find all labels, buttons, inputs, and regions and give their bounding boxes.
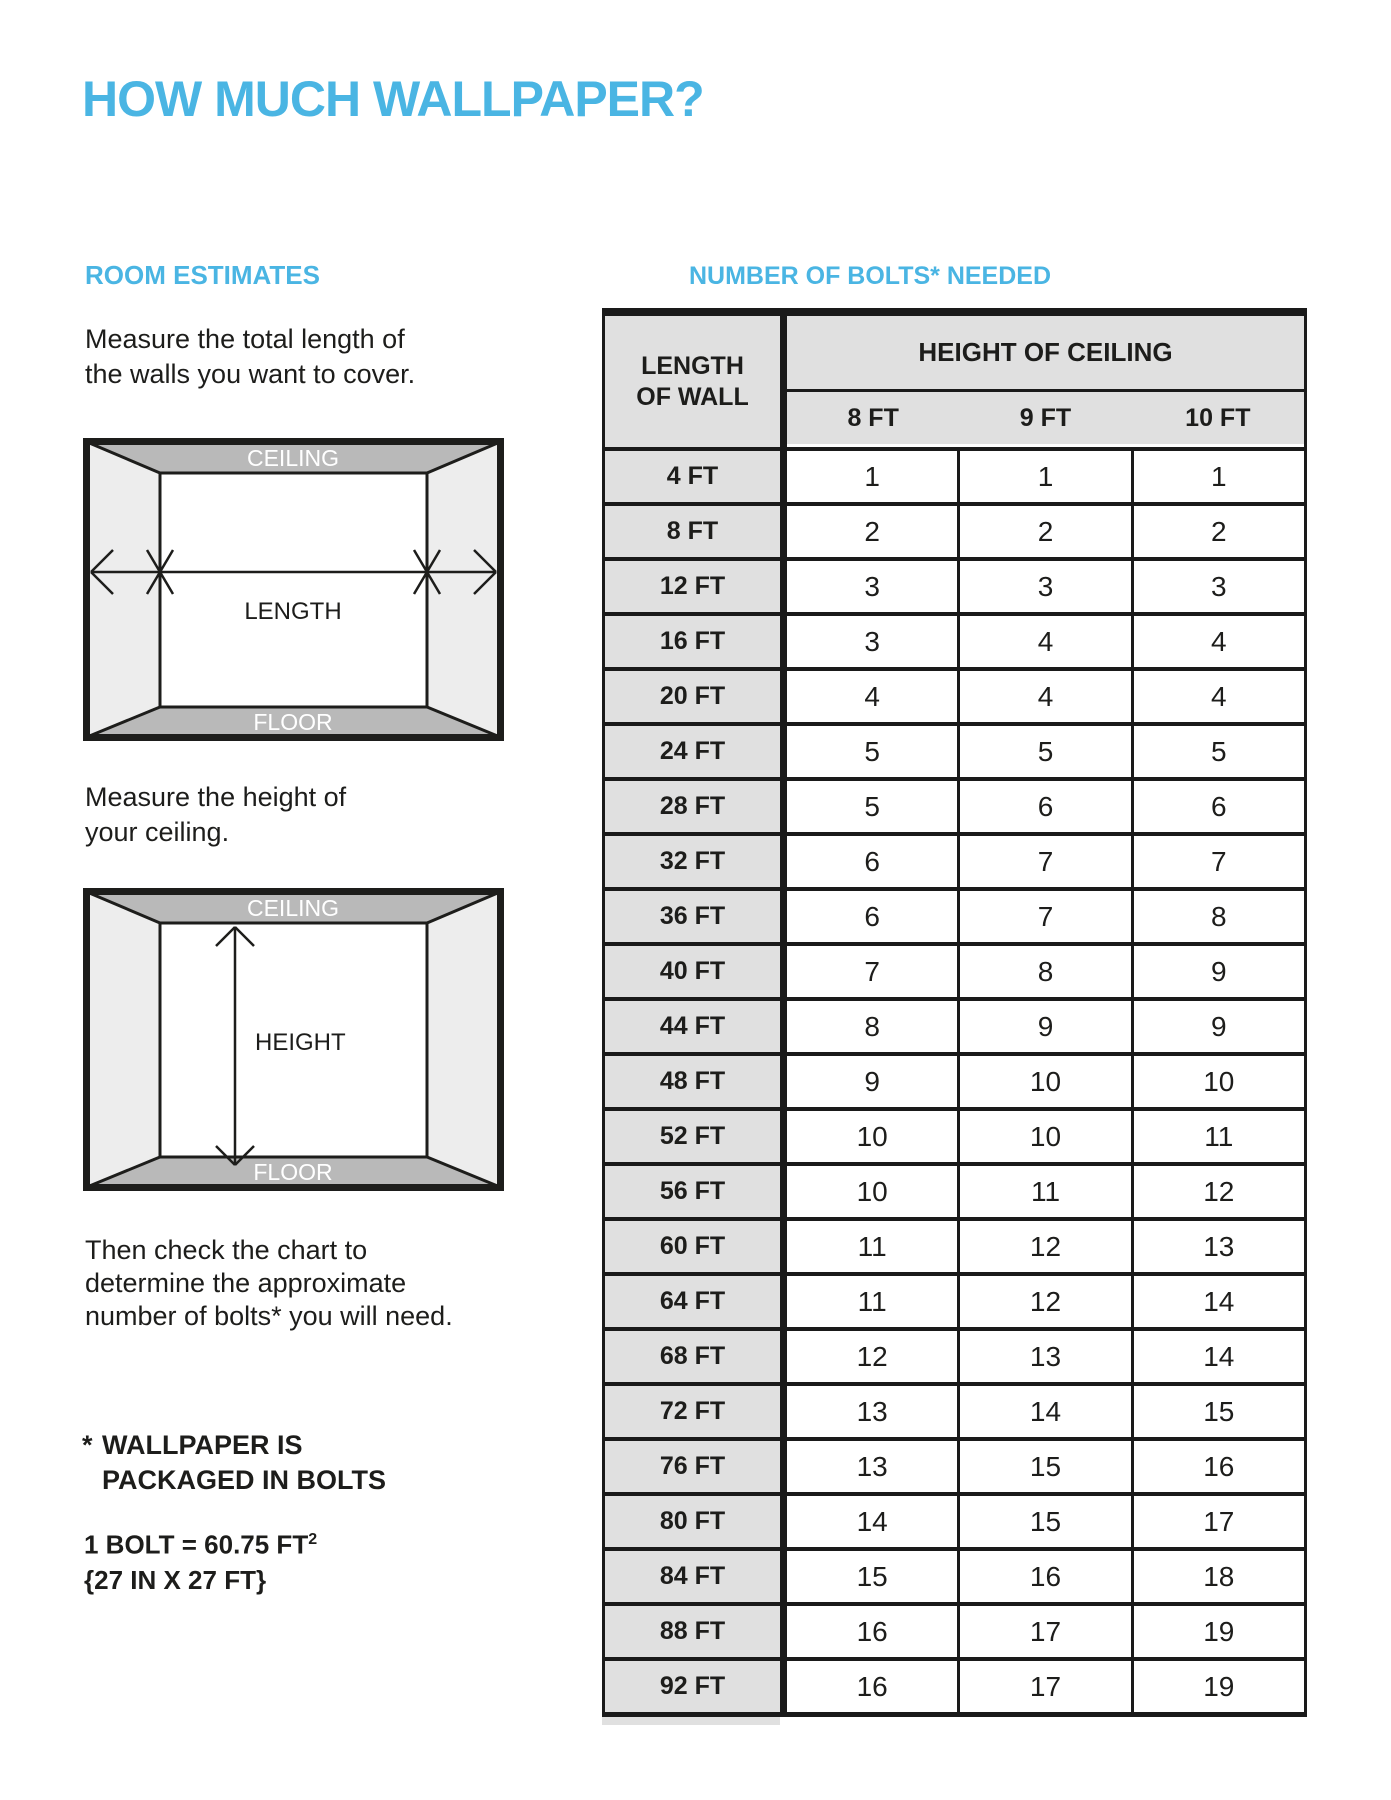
floor-label: FLOOR [253,1159,333,1185]
length-of-wall-line1: LENGTH [641,351,744,380]
column-header-9ft: 9 FT [1019,403,1072,432]
wall-length-label: 36 FT [605,891,787,942]
footnote-lines [102,1428,386,1498]
wallpaper-footnote [82,1428,386,1498]
table-row [605,1056,1304,1111]
bolt-count-cell: 4 [1131,616,1304,667]
bolt-count-cell: 1 [957,451,1130,502]
ceiling-header-group [787,316,1304,447]
bolt-count-cell: 3 [1131,561,1304,612]
bolt-count-cell: 8 [787,1001,957,1052]
bolt-count-cell: 6 [1131,781,1304,832]
table-header [605,316,1304,451]
bolt-count-cell: 16 [1131,1441,1304,1492]
bolt-count-cell: 19 [1131,1661,1304,1712]
bolt-count-cell: 2 [1131,506,1304,557]
bolt-count-cell: 15 [787,1551,957,1602]
bolt-count-cell: 5 [1131,726,1304,777]
bolt-count-cell: 12 [787,1331,957,1382]
wall-length-label: 40 FT [605,946,787,997]
bolt-count-cell: 2 [787,506,957,557]
wall-length-label: 44 FT [605,1001,787,1052]
bolt-count-cell: 7 [1131,836,1304,887]
ceiling-height-columns [787,392,1304,444]
bolt-count-cell: 15 [957,1441,1130,1492]
table-row [605,1386,1304,1441]
column-header-8ft: 8 FT [847,403,899,432]
height-label: HEIGHT [255,1029,346,1056]
table-row [605,1111,1304,1166]
table-row [605,506,1304,561]
bolt-count-cell: 7 [957,836,1130,887]
bolt-count-cell: 3 [787,561,957,612]
wall-length-label: 92 FT [605,1661,787,1712]
table-row [605,1276,1304,1331]
table-body [605,451,1304,1712]
step2-instruction [85,780,346,850]
step3-line1: Then check the chart to [85,1235,368,1265]
wall-length-label: 4 FT [605,451,787,502]
bolt-count-cell: 14 [787,1496,957,1547]
wall-length-label: 72 FT [605,1386,787,1437]
table-row [605,946,1304,1001]
wall-length-label: 8 FT [605,506,787,557]
bolt-count-cell: 10 [1131,1056,1304,1107]
bolt-count-cell: 1 [787,451,957,502]
bolt-count-cell: 15 [957,1496,1130,1547]
step1-line2: the walls you want to cover. [85,359,416,389]
table-row [605,1441,1304,1496]
bolt-count-cell: 12 [1131,1166,1304,1217]
table-footer-strip [602,1717,780,1725]
room-estimates-heading: ROOM ESTIMATES [85,260,320,290]
bolt-count-cell: 17 [957,1661,1130,1712]
step1-line1: Measure the total length of [85,324,405,354]
bolt-count-cell: 3 [787,616,957,667]
bolt-count-cell: 6 [787,891,957,942]
step3-line2: determine the approximate [85,1268,407,1298]
footnote-line2: PACKAGED IN BOLTS [102,1465,387,1495]
wall-length-label: 64 FT [605,1276,787,1327]
room-height-diagram [83,888,504,1191]
bolt-count-cell: 13 [787,1441,957,1492]
bolt-count-cell: 11 [787,1221,957,1272]
floor-label: FLOOR [253,709,333,735]
wall-length-label: 48 FT [605,1056,787,1107]
ceiling-label: CEILING [246,895,340,921]
bolt-count-cell: 5 [787,726,957,777]
bolt-count-cell: 13 [787,1386,957,1437]
bolt-count-cell: 9 [957,1001,1130,1052]
wall-length-label: 12 FT [605,561,787,612]
bolt-count-cell: 5 [957,726,1130,777]
bolt-equation-superscript: 2 [308,1531,318,1548]
length-of-wall-line2: OF WALL [636,382,749,411]
bolt-count-cell: 10 [957,1111,1130,1162]
right-wall [427,892,500,1187]
table-row [605,1001,1304,1056]
bolt-count-cell: 13 [957,1331,1130,1382]
bolts-table [602,308,1307,1717]
ceiling-label: CEILING [246,445,340,471]
wall-length-label: 84 FT [605,1551,787,1602]
bolt-count-cell: 1 [1131,451,1304,502]
table-row [605,616,1304,671]
height-of-ceiling-header: HEIGHT OF CEILING [787,316,1304,392]
table-row [605,1221,1304,1276]
wall-length-label: 16 FT [605,616,787,667]
bolt-count-cell: 13 [1131,1221,1304,1272]
bolt-count-cell: 15 [1131,1386,1304,1437]
bolt-count-cell: 2 [957,506,1130,557]
bolt-count-cell: 4 [1131,671,1304,722]
wall-length-label: 80 FT [605,1496,787,1547]
table-row [605,1551,1304,1606]
wall-length-label: 20 FT [605,671,787,722]
bolt-count-cell: 14 [1131,1276,1304,1327]
table-row [605,836,1304,891]
bolts-needed-heading: NUMBER OF BOLTS* NEEDED [688,262,1052,290]
table-row [605,561,1304,616]
table-row [605,1661,1304,1712]
bolt-count-cell: 11 [1131,1111,1304,1162]
table-row [605,891,1304,946]
bolt-count-cell: 10 [787,1111,957,1162]
back-wall [160,473,427,707]
wall-length-label: 60 FT [605,1221,787,1272]
bolt-count-cell: 16 [787,1661,957,1712]
wall-length-label: 56 FT [605,1166,787,1217]
wall-length-label: 76 FT [605,1441,787,1492]
bolt-equation-text: 1 BOLT = 60.75 FT [84,1529,309,1560]
bolt-count-cell: 3 [957,561,1130,612]
table-row [605,781,1304,836]
bolt-count-cell: 7 [957,891,1130,942]
bolt-count-cell: 12 [957,1221,1130,1272]
table-row [605,1606,1304,1661]
bolt-count-cell: 7 [787,946,957,997]
bolt-count-cell: 14 [957,1386,1130,1437]
footnote-line1: WALLPAPER IS [102,1430,303,1460]
bolt-dimensions: {27 IN X 27 FT} [84,1564,267,1595]
wall-length-label: 52 FT [605,1111,787,1162]
bolt-count-cell: 8 [957,946,1130,997]
table-row [605,671,1304,726]
bolt-count-cell: 10 [787,1166,957,1217]
table-row [605,451,1304,506]
bolt-count-cell: 10 [957,1056,1130,1107]
bolt-count-cell: 11 [957,1166,1130,1217]
wall-length-label: 88 FT [605,1606,787,1657]
step1-instruction [85,322,415,392]
column-header-10ft: 10 FT [1185,403,1251,432]
table-row [605,726,1304,781]
bolt-count-cell: 17 [957,1606,1130,1657]
bolt-count-cell: 14 [1131,1331,1304,1382]
bolt-count-cell: 9 [787,1056,957,1107]
wall-length-label: 24 FT [605,726,787,777]
bolt-count-cell: 8 [1131,891,1304,942]
length-label: LENGTH [244,598,342,625]
wall-length-label: 28 FT [605,781,787,832]
bolt-count-cell: 9 [1131,946,1304,997]
bolt-count-cell: 19 [1131,1606,1304,1657]
bolt-count-cell: 9 [1131,1001,1304,1052]
step3-line3: number of bolts* you will need. [85,1301,453,1331]
bolt-count-cell: 4 [787,671,957,722]
bolt-count-cell: 5 [787,781,957,832]
step3-instruction [85,1234,453,1333]
step2-line2: your ceiling. [85,817,230,847]
wall-length-label: 32 FT [605,836,787,887]
bolt-count-cell: 12 [957,1276,1130,1327]
bolt-count-cell: 4 [957,616,1130,667]
bolt-equation-block [84,1522,317,1598]
bolt-count-cell: 6 [957,781,1130,832]
wall-length-label: 68 FT [605,1331,787,1382]
room-length-diagram [83,438,504,741]
length-of-wall-header [605,316,787,447]
bolt-count-cell: 16 [787,1606,957,1657]
footnote-asterisk: * [82,1430,93,1460]
bolt-count-cell: 6 [787,836,957,887]
table-row [605,1166,1304,1221]
table-row [605,1496,1304,1551]
bolt-count-cell: 17 [1131,1496,1304,1547]
bolt-count-cell: 18 [1131,1551,1304,1602]
step2-line1: Measure the height of [85,782,347,812]
bolt-count-cell: 4 [957,671,1130,722]
bolt-count-cell: 11 [787,1276,957,1327]
bolt-equation-line [84,1522,317,1563]
page-title: HOW MUCH WALLPAPER? [82,71,704,127]
left-wall [87,892,160,1187]
table-row [605,1331,1304,1386]
bolt-count-cell: 16 [957,1551,1130,1602]
